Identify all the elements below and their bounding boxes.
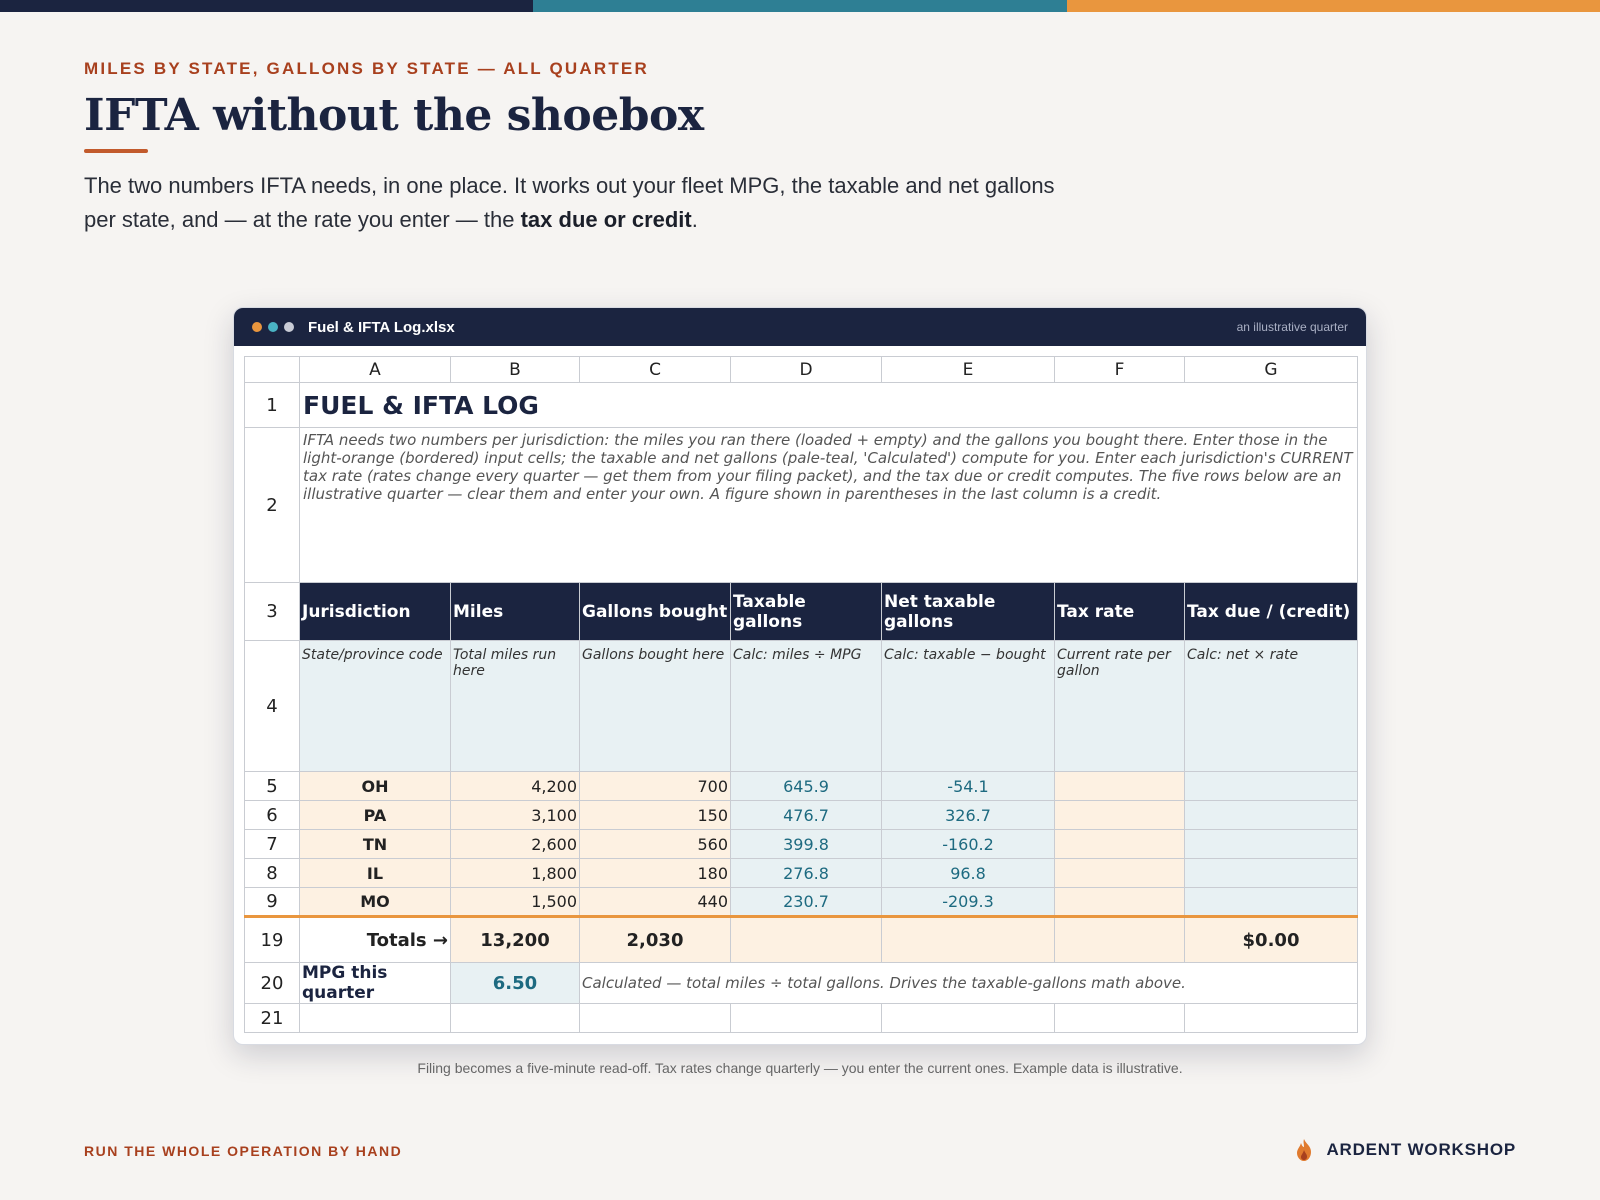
cell-miles[interactable]: 3,100 xyxy=(451,801,580,830)
col-header-a[interactable]: A xyxy=(300,357,451,383)
cell-due[interactable] xyxy=(1185,772,1358,801)
cell-rate[interactable] xyxy=(1055,859,1185,888)
subheader-due[interactable]: Calc: net × rate xyxy=(1185,641,1358,772)
cell-net[interactable]: 96.8 xyxy=(882,859,1055,888)
flame-icon xyxy=(1294,1138,1314,1162)
close-dot-icon[interactable] xyxy=(252,322,262,332)
cell-rate[interactable] xyxy=(1055,888,1185,917)
cell-gallons[interactable]: 560 xyxy=(580,830,731,859)
row-number[interactable]: 9 xyxy=(245,888,300,917)
cell-jurisdiction[interactable]: MO xyxy=(300,888,451,917)
totals-label[interactable]: Totals → xyxy=(300,917,451,963)
totals-due[interactable]: $0.00 xyxy=(1185,917,1358,963)
window-title: Fuel & IFTA Log.xlsx xyxy=(308,318,455,336)
col-header-c[interactable]: C xyxy=(580,357,731,383)
cell-miles[interactable]: 1,500 xyxy=(451,888,580,917)
color-bar-navy xyxy=(0,0,533,12)
header-net-taxable-gallons[interactable]: Net taxable gallons xyxy=(882,583,1055,641)
table-row xyxy=(245,830,1358,859)
cell-taxable[interactable]: 276.8 xyxy=(731,859,882,888)
cell-taxable[interactable]: 476.7 xyxy=(731,801,882,830)
footer-brand xyxy=(1294,1138,1516,1162)
column-header-row xyxy=(245,357,1358,383)
table-row xyxy=(245,859,1358,888)
row-number[interactable]: 8 xyxy=(245,859,300,888)
empty-cell[interactable] xyxy=(731,1004,882,1033)
row-number[interactable]: 1 xyxy=(245,383,300,428)
cell-taxable[interactable]: 230.7 xyxy=(731,888,882,917)
subheader-miles[interactable]: Total miles run here xyxy=(451,641,580,772)
mpg-row xyxy=(245,963,1358,1004)
cell-jurisdiction[interactable]: IL xyxy=(300,859,451,888)
cell-miles[interactable]: 4,200 xyxy=(451,772,580,801)
totals-net[interactable] xyxy=(882,917,1055,963)
row-number[interactable]: 21 xyxy=(245,1004,300,1033)
header-tax-rate[interactable]: Tax rate xyxy=(1055,583,1185,641)
minimize-dot-icon[interactable] xyxy=(268,322,278,332)
row-number[interactable]: 3 xyxy=(245,583,300,641)
row-number[interactable]: 19 xyxy=(245,917,300,963)
sheet-title-cell[interactable]: FUEL & IFTA LOG xyxy=(300,383,1358,428)
subheader-jurisdiction[interactable]: State/province code xyxy=(300,641,451,772)
cell-rate[interactable] xyxy=(1055,772,1185,801)
eyebrow: MILES BY STATE, GALLONS BY STATE — ALL QUARTER xyxy=(84,59,649,78)
subheader-gallons[interactable]: Gallons bought here xyxy=(580,641,731,772)
header-taxable-gallons[interactable]: Taxable gallons xyxy=(731,583,882,641)
cell-jurisdiction[interactable]: PA xyxy=(300,801,451,830)
row-2 xyxy=(245,428,1358,583)
window-note: an illustrative quarter xyxy=(1236,320,1348,334)
cell-net[interactable]: -54.1 xyxy=(882,772,1055,801)
cell-rate[interactable] xyxy=(1055,801,1185,830)
col-header-g[interactable]: G xyxy=(1185,357,1358,383)
cell-jurisdiction[interactable]: OH xyxy=(300,772,451,801)
cell-gallons[interactable]: 440 xyxy=(580,888,731,917)
table-row xyxy=(245,888,1358,917)
empty-cell[interactable] xyxy=(1055,1004,1185,1033)
row-number[interactable]: 4 xyxy=(245,641,300,772)
cell-due[interactable] xyxy=(1185,801,1358,830)
window-titlebar xyxy=(234,308,1366,346)
brand-name: ARDENT WORKSHOP xyxy=(1326,1140,1516,1159)
cell-taxable[interactable]: 399.8 xyxy=(731,830,882,859)
row-number[interactable]: 7 xyxy=(245,830,300,859)
lede-emphasis: tax due or credit xyxy=(520,207,692,232)
cell-rate[interactable] xyxy=(1055,830,1185,859)
col-header-d[interactable]: D xyxy=(731,357,882,383)
page-title: IFTA without the shoebox xyxy=(84,90,704,141)
header-tax-due[interactable]: Tax due / (credit) xyxy=(1185,583,1358,641)
spreadsheet-window xyxy=(233,307,1367,1045)
table-row xyxy=(245,801,1358,830)
cell-taxable[interactable]: 645.9 xyxy=(731,772,882,801)
col-header-e[interactable]: E xyxy=(882,357,1055,383)
cell-miles[interactable]: 1,800 xyxy=(451,859,580,888)
cell-miles[interactable]: 2,600 xyxy=(451,830,580,859)
row-number[interactable]: 20 xyxy=(245,963,300,1004)
color-bar-orange xyxy=(1067,0,1600,12)
col-header-b[interactable]: B xyxy=(451,357,580,383)
totals-row xyxy=(245,917,1358,963)
spreadsheet-grid xyxy=(244,356,1358,1033)
description-cell[interactable]: IFTA needs two numbers per jurisdiction: the miles you ran there (loaded + empty) and the gallons you bought there. Enter those in the light-orange (bordered) input cells; the taxable and net gallons (pale-teal, 'Calculated') compute for you. Enter each jurisdiction's CURRENT tax rate (rates change every quarter — get them from your filing packet), and the tax due or credit computes. The five rows below are an illustrative quarter — clear them and enter your own. A figure shown in parentheses in the last column is a credit. xyxy=(300,428,1358,583)
lede-text: The two numbers IFTA needs, in one place. It works out your fleet MPG, the taxable and net gallons per state, and — at the rate you enter — the xyxy=(84,173,1055,232)
row-number[interactable]: 5 xyxy=(245,772,300,801)
empty-cell[interactable] xyxy=(580,1004,731,1033)
mpg-note[interactable]: Calculated — total miles ÷ total gallons. Drives the taxable-gallons math above. xyxy=(580,963,1358,1004)
subheader-rate[interactable]: Current rate per gallon xyxy=(1055,641,1185,772)
cell-due[interactable] xyxy=(1185,888,1358,917)
empty-cell[interactable] xyxy=(451,1004,580,1033)
mpg-value[interactable]: 6.50 xyxy=(451,963,580,1004)
empty-cell[interactable] xyxy=(1185,1004,1358,1033)
mpg-label[interactable]: MPG this quarter xyxy=(300,963,451,1004)
cell-net[interactable]: -209.3 xyxy=(882,888,1055,917)
lede-paragraph xyxy=(84,169,1064,237)
cell-due[interactable] xyxy=(1185,830,1358,859)
cell-gallons[interactable]: 180 xyxy=(580,859,731,888)
totals-miles[interactable]: 13,200 xyxy=(451,917,580,963)
cell-net[interactable]: -160.2 xyxy=(882,830,1055,859)
top-color-bar xyxy=(0,0,1600,12)
empty-cell[interactable] xyxy=(882,1004,1055,1033)
header-gallons-bought[interactable]: Gallons bought xyxy=(580,583,731,641)
color-bar-teal xyxy=(533,0,1066,12)
row-number[interactable]: 6 xyxy=(245,801,300,830)
corner-cell[interactable] xyxy=(245,357,300,383)
cell-due[interactable] xyxy=(1185,859,1358,888)
col-header-f[interactable]: F xyxy=(1055,357,1185,383)
cell-net[interactable]: 326.7 xyxy=(882,801,1055,830)
cell-gallons[interactable]: 150 xyxy=(580,801,731,830)
empty-cell[interactable] xyxy=(300,1004,451,1033)
table-row xyxy=(245,772,1358,801)
row-1 xyxy=(245,383,1358,428)
subheader-taxable[interactable]: Calc: miles ÷ MPG xyxy=(731,641,882,772)
footer-tagline: RUN THE WHOLE OPERATION BY HAND xyxy=(84,1143,403,1159)
cell-gallons[interactable]: 700 xyxy=(580,772,731,801)
row-number[interactable]: 2 xyxy=(245,428,300,583)
subheader-net[interactable]: Calc: taxable − bought xyxy=(882,641,1055,772)
figure-caption: Filing becomes a five-minute read-off. Tax rates change quarterly — you enter the current ones. Example data is illustrative. xyxy=(417,1060,1183,1076)
totals-taxable[interactable] xyxy=(731,917,882,963)
maximize-dot-icon[interactable] xyxy=(284,322,294,332)
totals-gallons[interactable]: 2,030 xyxy=(580,917,731,963)
header-miles[interactable]: Miles xyxy=(451,583,580,641)
header-jurisdiction[interactable]: Jurisdiction xyxy=(300,583,451,641)
row-3-headers xyxy=(245,583,1358,641)
row-21 xyxy=(245,1004,1358,1033)
title-underline xyxy=(84,149,148,153)
cell-jurisdiction[interactable]: TN xyxy=(300,830,451,859)
lede-end: . xyxy=(691,207,698,232)
totals-rate[interactable] xyxy=(1055,917,1185,963)
row-4-subheaders xyxy=(245,641,1358,772)
